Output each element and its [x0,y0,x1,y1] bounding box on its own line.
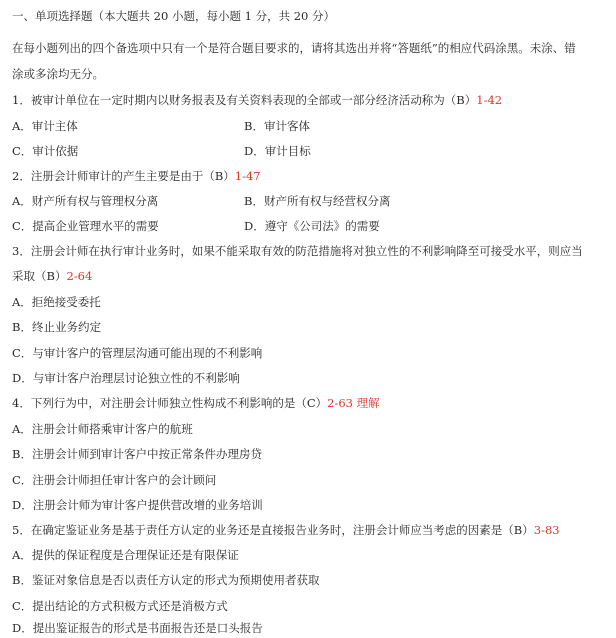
question-ref: 1-42 [476,93,503,107]
question-stem-text: 1．被审计单位在一定时期内以财务报表及有关资料表现的全部或一部分经济活动称为（B） [12,93,477,107]
question-2-option-a: A．财产所有权与管理权分离 [12,194,159,208]
question-1-option-b: B．审计客体 [244,119,310,133]
question-ref: 3-83 [533,523,560,537]
question-ref: 2-64 [66,269,93,283]
question-4-option-d: D．注册会计师为审计客户提供营改增的业务培训 [12,498,263,512]
question-2-option-d: D．遵守《公司法》的需要 [244,219,380,233]
question-2-stem [12,168,261,184]
question-5-option-c: C．提出结论的方式积极方式还是消极方式 [12,599,228,613]
question-1-option-c: C．审计依据 [12,144,79,158]
question-4-option-b: B．注册会计师到审计客户中按正常条件办理房贷 [12,447,262,461]
question-2-option-b: B．财产所有权与经营权分离 [244,194,391,208]
question-stem-text: 采取（B） [12,269,67,283]
question-3-option-b: B．终止业务约定 [12,320,101,334]
question-ref: 1-47 [234,169,261,183]
question-5-stem [12,522,560,538]
question-stem-text: 5．在确定鉴证业务是基于责任方认定的业务还是直接报告业务时，注册会计师应当考虑的因素是（B） [12,523,534,537]
question-3-option-a: A．拒绝接受委托 [12,295,101,309]
question-3-option-d: D．与审计客户治理层讨论独立性的不利影响 [12,371,240,385]
question-5-option-a: A．提供的保证程度是合理保证还是有限保证 [12,548,239,562]
question-3-stem-line-1: 3．注册会计师在执行审计业务时，如果不能采取有效的防范措施将对独立性的不利影响降至可接受水平，则应当 [12,244,583,258]
instructions-line-2: 涂或多涂均无分。 [12,67,104,81]
question-3-stem-line-2 [12,268,92,284]
question-3-option-c: C．与审计客户的管理层沟通可能出现的不利影响 [12,346,263,360]
question-ref: 2-63 理解 [327,396,380,410]
question-stem-text: 2．注册会计师审计的产生主要是由于（B） [12,169,235,183]
question-1-option-d: D．审计目标 [244,144,311,158]
question-1-option-a: A．审计主体 [12,119,78,133]
question-5-option-b: B．鉴证对象信息是否以责任方认定的形式为预期使用者获取 [12,573,320,587]
question-5-option-d: D．提出鉴证报告的形式是书面报告还是口头报告 [12,621,263,635]
question-stem-text: 4．下列行为中，对注册会计师独立性构成不利影响的是（C） [12,396,328,410]
question-1-stem [12,92,502,108]
question-4-option-c: C．注册会计师担任审计客户的会计顾问 [12,473,217,487]
question-4-option-a: A．注册会计师搭乘审计客户的航班 [12,422,193,436]
section-heading: 一、单项选择题（本大题共 20 小题，每小题 1 分，共 20 分） [12,9,336,23]
question-4-stem [12,395,380,411]
instructions-line-1: 在每小题列出的四个备选项中只有一个是符合题目要求的，请将其选出并将“答题纸”的相应代码涂黑。未涂、错 [12,41,576,55]
question-2-option-c: C．提高企业管理水平的需要 [12,219,159,233]
